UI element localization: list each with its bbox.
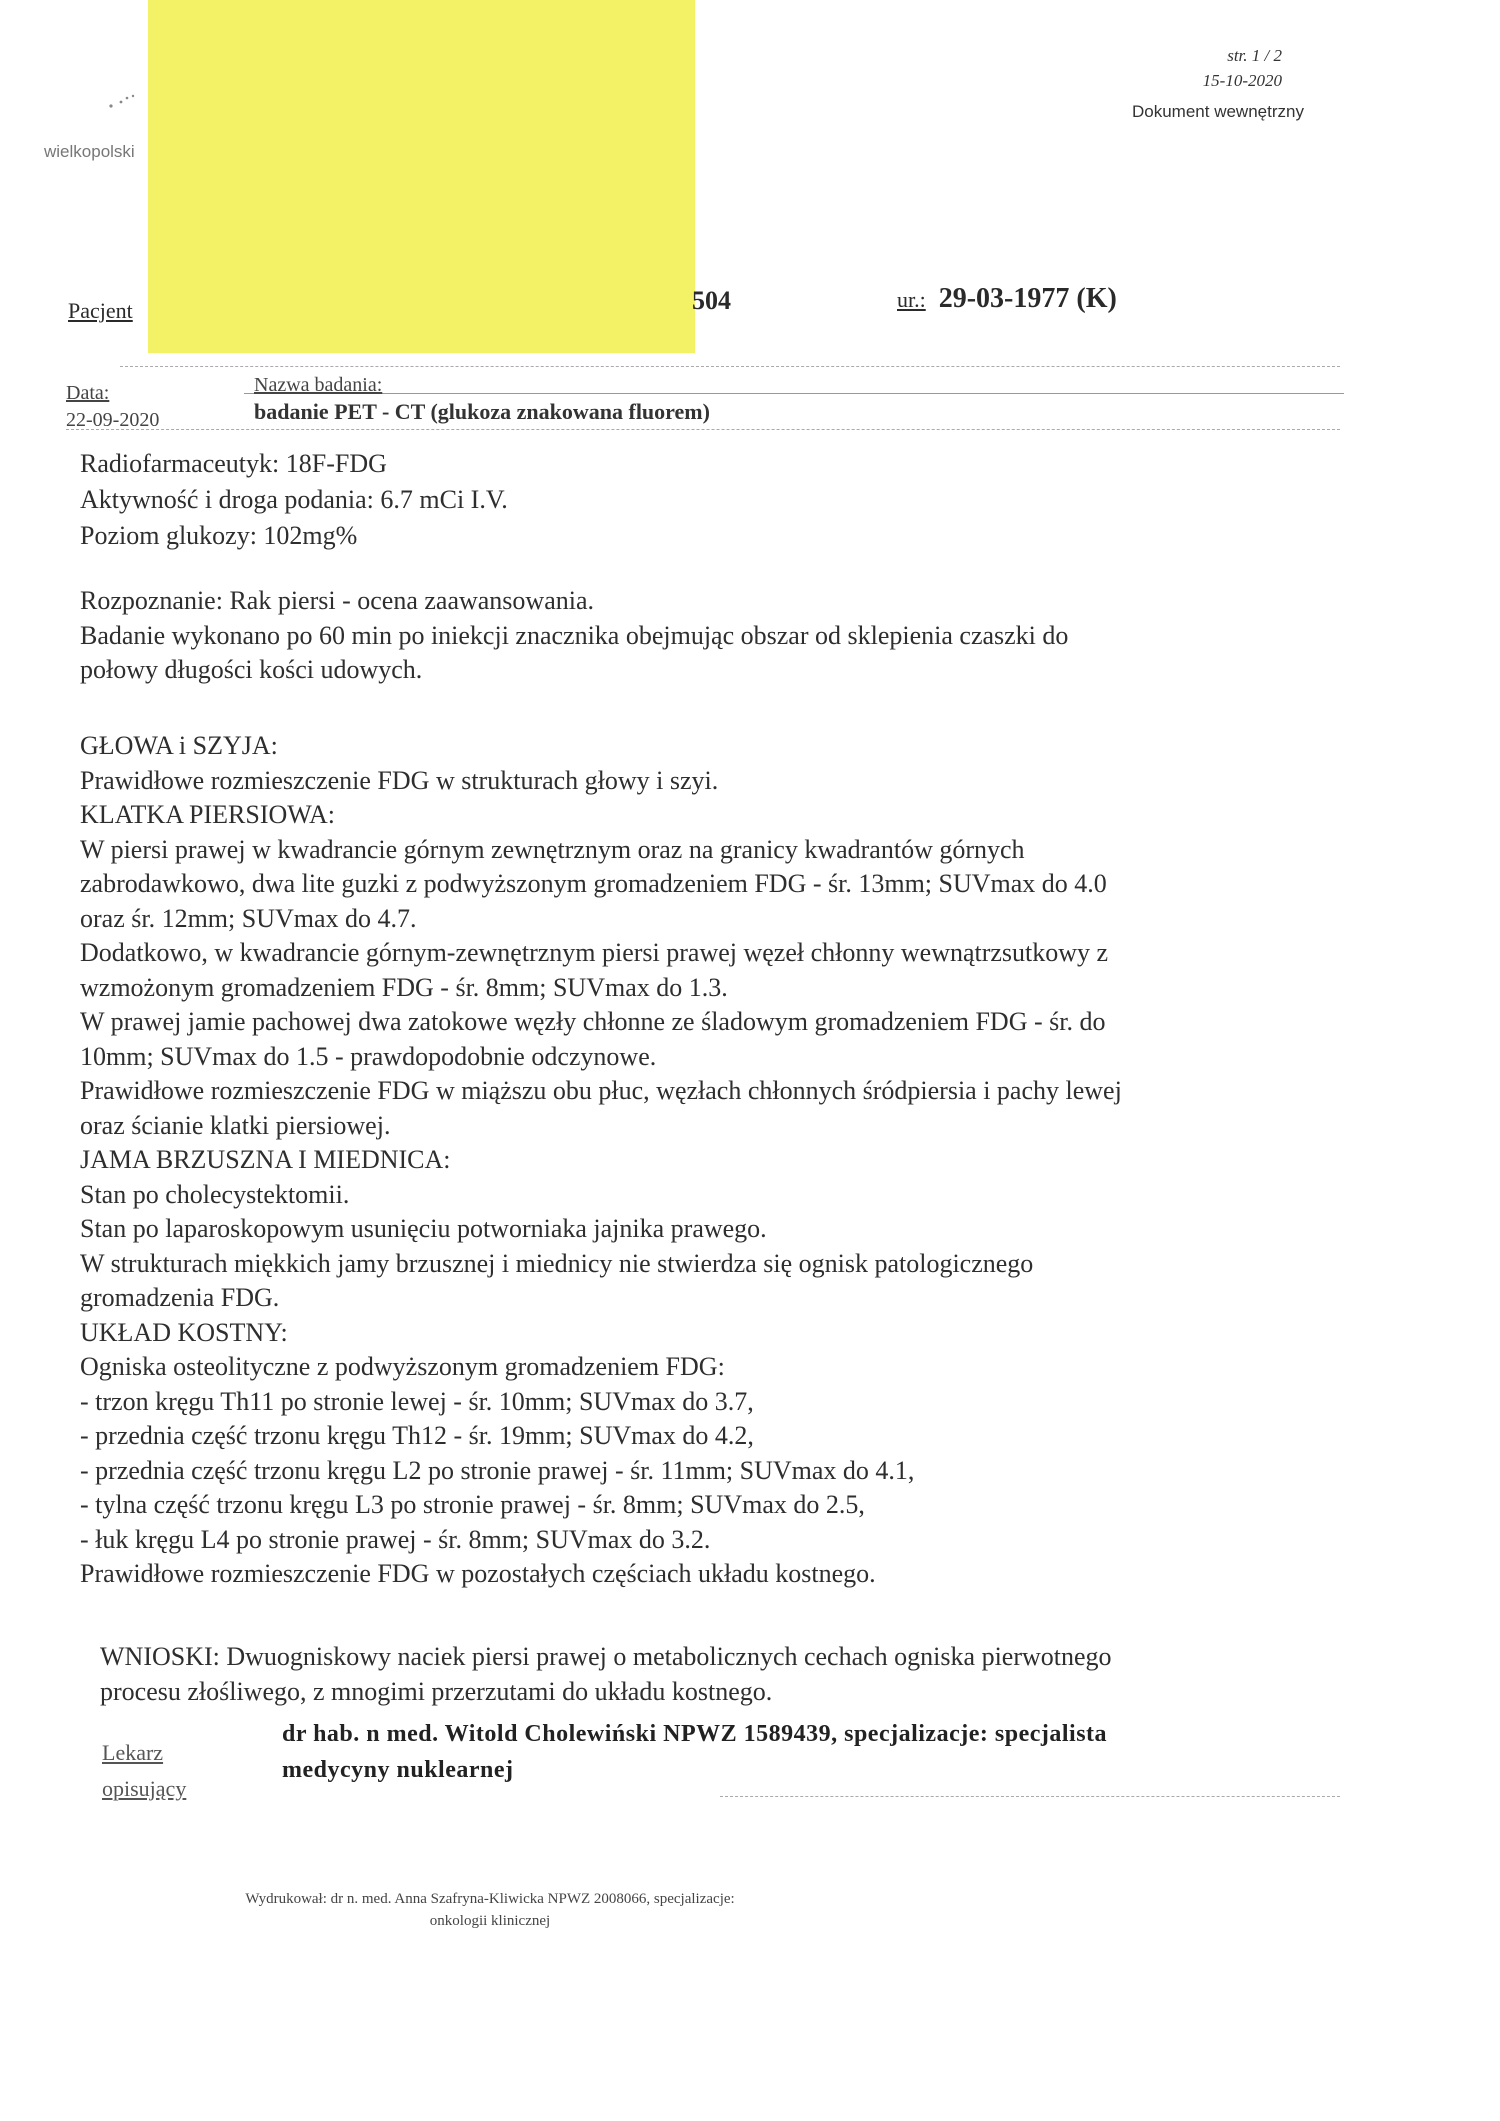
doctor-label-line: Lekarz xyxy=(102,1740,164,1765)
findings-line: Prawidłowe rozmieszczenie FDG w pozostałych częściach układu kostnego. xyxy=(80,1559,876,1588)
section-heading: KLATKA PIERSIOWA: xyxy=(80,800,335,829)
findings-line: Ogniska osteolityczne z podwyższonym gromadzeniem FDG: xyxy=(80,1352,725,1381)
findings-line: oraz ścianie klatki piersiowej. xyxy=(80,1110,391,1140)
exam-date: 22-09-2020 xyxy=(66,409,160,431)
param-line: Radiofarmaceutyk: 18F-FDG xyxy=(80,449,387,478)
findings-line: oraz śr. 12mm; SUVmax do 4.7. xyxy=(80,903,417,933)
print-date: 15-10-2020 xyxy=(1202,70,1282,90)
intro-line: Badanie wykonano po 60 min po iniekcji znacznika obejmując obszar od sklepienia czaszki do xyxy=(80,620,1069,650)
redaction-highlight xyxy=(148,0,695,353)
dob-value: 29-03-1977 (K) xyxy=(938,283,1117,314)
exam-divider xyxy=(244,393,1344,394)
findings-line: - trzon kręgu Th11 po stronie lewej - śr. 10mm; SUVmax do 3.7, xyxy=(80,1386,754,1416)
print-footer xyxy=(110,1888,870,1932)
findings-line: Stan po cholecystektomii. xyxy=(80,1179,350,1209)
findings-line: W piersi prawej w kwadrancie górnym zewnętrznym oraz na granicy kwadrantów górnych xyxy=(80,834,1025,864)
exam-parameters xyxy=(80,446,508,554)
findings-line: - przednia część trzonu kręgu Th12 - śr. 19mm; SUVmax do 4.2, xyxy=(80,1421,754,1450)
section-heading: UKŁAD KOSTNY: xyxy=(80,1317,288,1347)
top-divider xyxy=(120,366,1340,367)
page-number: str. 1 / 2 xyxy=(1227,46,1282,65)
findings-line: Dodatkowo, w kwadrancie górnym-zewnętrznym piersi prawej węzeł chłonny wewnątrzsutkowy z xyxy=(80,938,1109,967)
findings-line: W prawej jamie pachowej dwa zatokowe węzły chłonne ze śladowym gromadzeniem FDG - śr. do xyxy=(80,1007,1106,1036)
patient-dob xyxy=(897,283,1117,315)
footer-line: Wydrukował: dr n. med. Anna Szafryna-Kliwicka NPWZ 2008066, specjalizacje: xyxy=(245,1891,735,1907)
doctor-name-line: dr hab. n med. Witold Cholewiński NPWZ 1589439, specjalizacje: specjalista xyxy=(282,1721,1108,1747)
findings-line: Prawidłowe rozmieszczenie FDG w strukturach głowy i szyi. xyxy=(80,765,719,795)
document-header xyxy=(1060,44,1320,93)
document-type: Dokument wewnętrzny xyxy=(1132,102,1304,121)
section-heading: GŁOWA i SZYJA: xyxy=(80,731,278,760)
findings-line: Stan po laparoskopowym usunięciu potworniaka jajnika prawego. xyxy=(80,1214,767,1243)
doctor-label-line: opisujący xyxy=(102,1776,187,1801)
intro-line: połowy długości kości udowych. xyxy=(80,655,423,684)
findings-line: - łuk kręgu L4 po stronie prawej - śr. 8mm; SUVmax do 3.2. xyxy=(80,1524,711,1554)
findings-line: zabrodawkowo, dwa lite guzki z podwyższonym gromadzeniem FDG - śr. 13mm; SUVmax do 4.0 xyxy=(80,869,1107,898)
exam-date-label: Data: xyxy=(66,382,110,404)
findings-line: gromadzenia FDG. xyxy=(80,1283,280,1312)
doctor-name-line: medycyny nuklearnej xyxy=(282,1757,514,1783)
patient-label: Pacjent xyxy=(68,298,133,323)
conclusion-line: procesu złośliwego, z mnogimi przerzutami do układu kostnego. xyxy=(100,1676,773,1706)
findings-line: wzmożonym gromadzeniem FDG - śr. 8mm; SUVmax do 1.3. xyxy=(80,972,728,1002)
exam-divider-bottom xyxy=(66,429,1340,430)
findings-line: 10mm; SUVmax do 1.5 - prawdopodobnie odczynowe. xyxy=(80,1041,657,1071)
exam-name: badanie PET - CT (glukoza znakowana fluorem) xyxy=(254,399,710,424)
param-line: Poziom glukozy: 102mg% xyxy=(80,521,358,550)
intro-line: Rozpoznanie: Rak piersi - ocena zaawansowania. xyxy=(80,586,595,615)
doctor-label xyxy=(102,1735,186,1807)
logo-text: wielkopolski xyxy=(44,142,135,161)
findings-line: - tylna część trzonu kręgu L3 po stronie prawej - śr. 8mm; SUVmax do 2.5, xyxy=(80,1490,865,1519)
section-heading: JAMA BRZUSZNA I MIEDNICA: xyxy=(80,1145,451,1174)
findings-line: - przednia część trzonu kręgu L2 po stronie prawej - śr. 11mm; SUVmax do 4.1, xyxy=(80,1455,915,1485)
footer-line: onkologii klinicznej xyxy=(429,1913,551,1929)
param-line: Aktywność i droga podania: 6.7 mCi I.V. xyxy=(80,485,508,514)
findings-line: Prawidłowe rozmieszczenie FDG w miąższu obu płuc, węzłach chłonnych śródpiersia i pachy lewej xyxy=(80,1076,1122,1105)
doctor-signature xyxy=(282,1716,1107,1788)
diagnosis-intro xyxy=(80,584,1068,688)
signature-divider xyxy=(720,1796,1340,1797)
conclusions xyxy=(100,1640,1112,1709)
exam-name-label: Nazwa badania: xyxy=(254,374,383,396)
logo-dots-icon xyxy=(103,92,143,114)
conclusion-line: WNIOSKI: Dwuogniskowy naciek piersi prawej o metabolicznych cechach ogniska pierwotnego xyxy=(100,1642,1112,1671)
hospital-logo xyxy=(103,92,143,114)
findings xyxy=(80,729,1122,1592)
findings-line: W strukturach miękkich jamy brzusznej i miednicy nie stwierdza się ognisk patologicznego xyxy=(80,1248,1034,1278)
dob-label: ur.: xyxy=(897,287,926,312)
patient-id-tail: 504 xyxy=(692,286,731,315)
